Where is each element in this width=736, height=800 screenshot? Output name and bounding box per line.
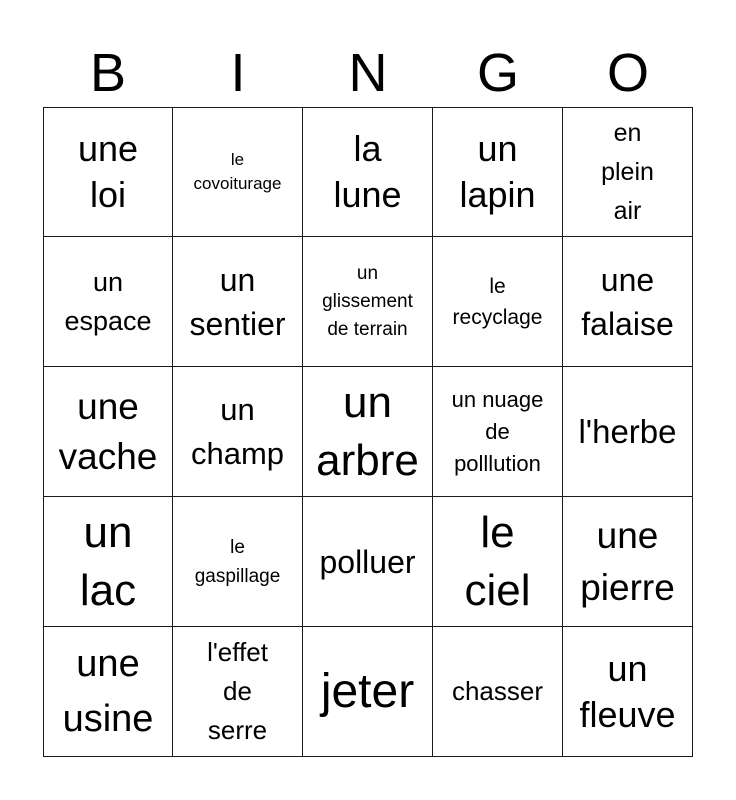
bingo-cell[interactable] xyxy=(173,367,303,497)
bingo-cell[interactable] xyxy=(433,367,563,497)
bingo-cell[interactable] xyxy=(433,497,563,627)
bingo-cell[interactable] xyxy=(433,237,563,367)
cell-text: une usine xyxy=(62,642,154,740)
header-letter-n: N xyxy=(348,43,388,103)
bingo-cell[interactable] xyxy=(303,237,433,367)
cell-text: la lune xyxy=(333,128,402,215)
cell-text: un espace xyxy=(64,266,152,336)
bingo-grid xyxy=(43,107,693,757)
cell-text: chasser xyxy=(451,676,544,706)
cell-text: le covoiturage xyxy=(193,150,282,193)
cell-text: un champ xyxy=(190,391,285,471)
cell-text: l'effet de serre xyxy=(207,637,268,745)
cell-text: un arbre xyxy=(316,377,419,485)
header-letter-b: B xyxy=(89,43,127,103)
bingo-cell[interactable] xyxy=(173,497,303,627)
cell-text: le ciel xyxy=(464,507,531,615)
bingo-cell[interactable] xyxy=(43,237,173,367)
bingo-cell[interactable] xyxy=(303,497,433,627)
bingo-cell[interactable] xyxy=(173,107,303,237)
bingo-cell[interactable] xyxy=(433,627,563,757)
cell-text: un fleuve xyxy=(579,647,676,735)
bingo-cell[interactable] xyxy=(43,107,173,237)
bingo-cell[interactable] xyxy=(433,107,563,237)
cell-text: polluer xyxy=(319,543,416,580)
bingo-cell[interactable] xyxy=(303,627,433,757)
bingo-cell[interactable] xyxy=(563,107,693,237)
bingo-cell[interactable] xyxy=(173,237,303,367)
bingo-cell[interactable] xyxy=(303,107,433,237)
bingo-cell[interactable] xyxy=(43,627,173,757)
bingo-header xyxy=(43,42,693,104)
cell-text: en plein air xyxy=(601,118,654,225)
bingo-cell[interactable] xyxy=(563,497,693,627)
header-letter-o: O xyxy=(606,43,649,103)
bingo-cell[interactable] xyxy=(563,237,693,367)
bingo-cell[interactable] xyxy=(303,367,433,497)
cell-text: un lapin xyxy=(459,128,536,215)
cell-text: une falaise xyxy=(581,261,674,342)
cell-text: un sentier xyxy=(189,261,286,342)
header-letter-i: I xyxy=(230,43,246,103)
bingo-cell[interactable] xyxy=(563,367,693,497)
cell-text: le gaspillage xyxy=(194,536,281,587)
cell-text: l'herbe xyxy=(578,412,677,450)
bingo-cell[interactable] xyxy=(563,627,693,757)
bingo-cell[interactable] xyxy=(43,367,173,497)
bingo-cell[interactable] xyxy=(173,627,303,757)
cell-text: une vache xyxy=(58,385,158,477)
cell-text: une loi xyxy=(77,128,139,215)
cell-text: une pierre xyxy=(580,514,675,608)
header-letter-g: G xyxy=(476,43,519,103)
cell-text: jeter xyxy=(320,664,415,718)
cell-text: un lac xyxy=(79,507,137,615)
cell-text: un nuage de polllution xyxy=(451,386,544,476)
bingo-cell[interactable] xyxy=(43,497,173,627)
cell-text: un glissement de terrain xyxy=(322,262,413,340)
cell-text: le recyclage xyxy=(452,274,543,329)
